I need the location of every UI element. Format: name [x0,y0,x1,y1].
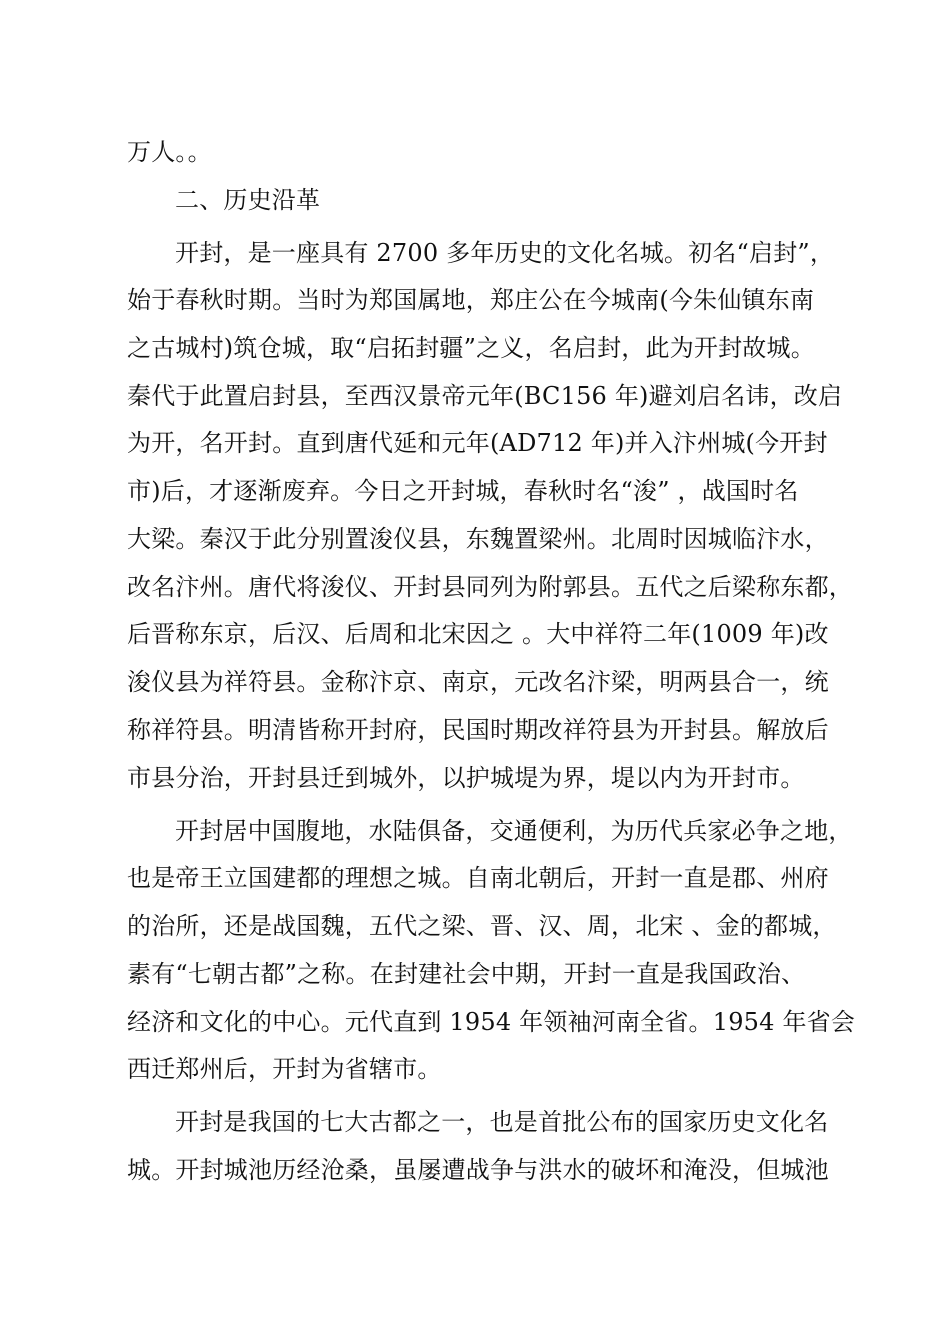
text-line: 的治所，还是战国魏，五代之梁、晋、汉、周，北宋 、金的都城， [127,912,837,940]
text-line: 西迁郑州后，开封为省辖市。 [127,1055,442,1083]
text-line: 后晋称东京，后汉、后周和北宋因之 。大中祥符二年(1009 年)改 [127,620,829,648]
section-heading: 二、历史沿革 [175,186,321,214]
text-line: 始于春秋时期。当时为郑国属地，郑庄公在今城南(今朱仙镇东南 [127,286,815,314]
text-line: 大梁。秦汉于此分别置浚仪县，东魏置梁州。北周时因城临汴水， [127,525,829,553]
text-line: 万人。。 [127,138,212,166]
text-line: 秦代于此置启封县，至西汉景帝元年(BC156 年)避刘启名讳，改启 [127,382,843,410]
text-line: 素有“七朝古都”之称。在封建社会中期，开封一直是我国政治、 [127,960,806,988]
text-line: 改名汴州。唐代将浚仪、开封县同列为附郭县。五代之后梁称东都， [127,573,853,601]
text-line: 称祥符县。明清皆称开封府，民国时期改祥符县为开封县。解放后 [127,716,829,744]
text-line: 开封，是一座具有 2700 多年历史的文化名城。初名“启封”， [175,239,835,267]
text-line: 之古城村)筑仓城，取“启拓封疆”之义，名启封，此为开封故城。 [127,334,815,362]
text-line: 为开，名开封。直到唐代延和元年(AD712 年)并入汴州城(今开封 [127,429,828,457]
text-line: 开封居中国腹地，水陆俱备，交通便利，为历代兵家必争之地， [175,817,853,845]
text-line: 经济和文化的中心。元代直到 1954 年领袖河南全省。1954 年省会 [127,1008,856,1036]
text-line: 也是帝王立国建都的理想之城。自南北朝后，开封一直是郡、州府 [127,864,829,892]
text-line: 开封是我国的七大古都之一，也是首批公布的国家历史文化名 [175,1108,829,1136]
text-line: 市)后，才逐渐废弃。今日之开封城，春秋时名“浚” ，战国时名 [127,477,799,505]
text-line: 城。开封城池历经沧桑，虽屡遭战争与洪水的破坏和淹没，但城池 [127,1156,829,1184]
text-line: 市县分治，开封县迁到城外，以护城堤为界，堤以内为开封市。 [127,764,805,792]
text-line: 浚仪县为祥符县。金称汴京、南京，元改名汴梁，明两县合一，统 [127,668,829,696]
